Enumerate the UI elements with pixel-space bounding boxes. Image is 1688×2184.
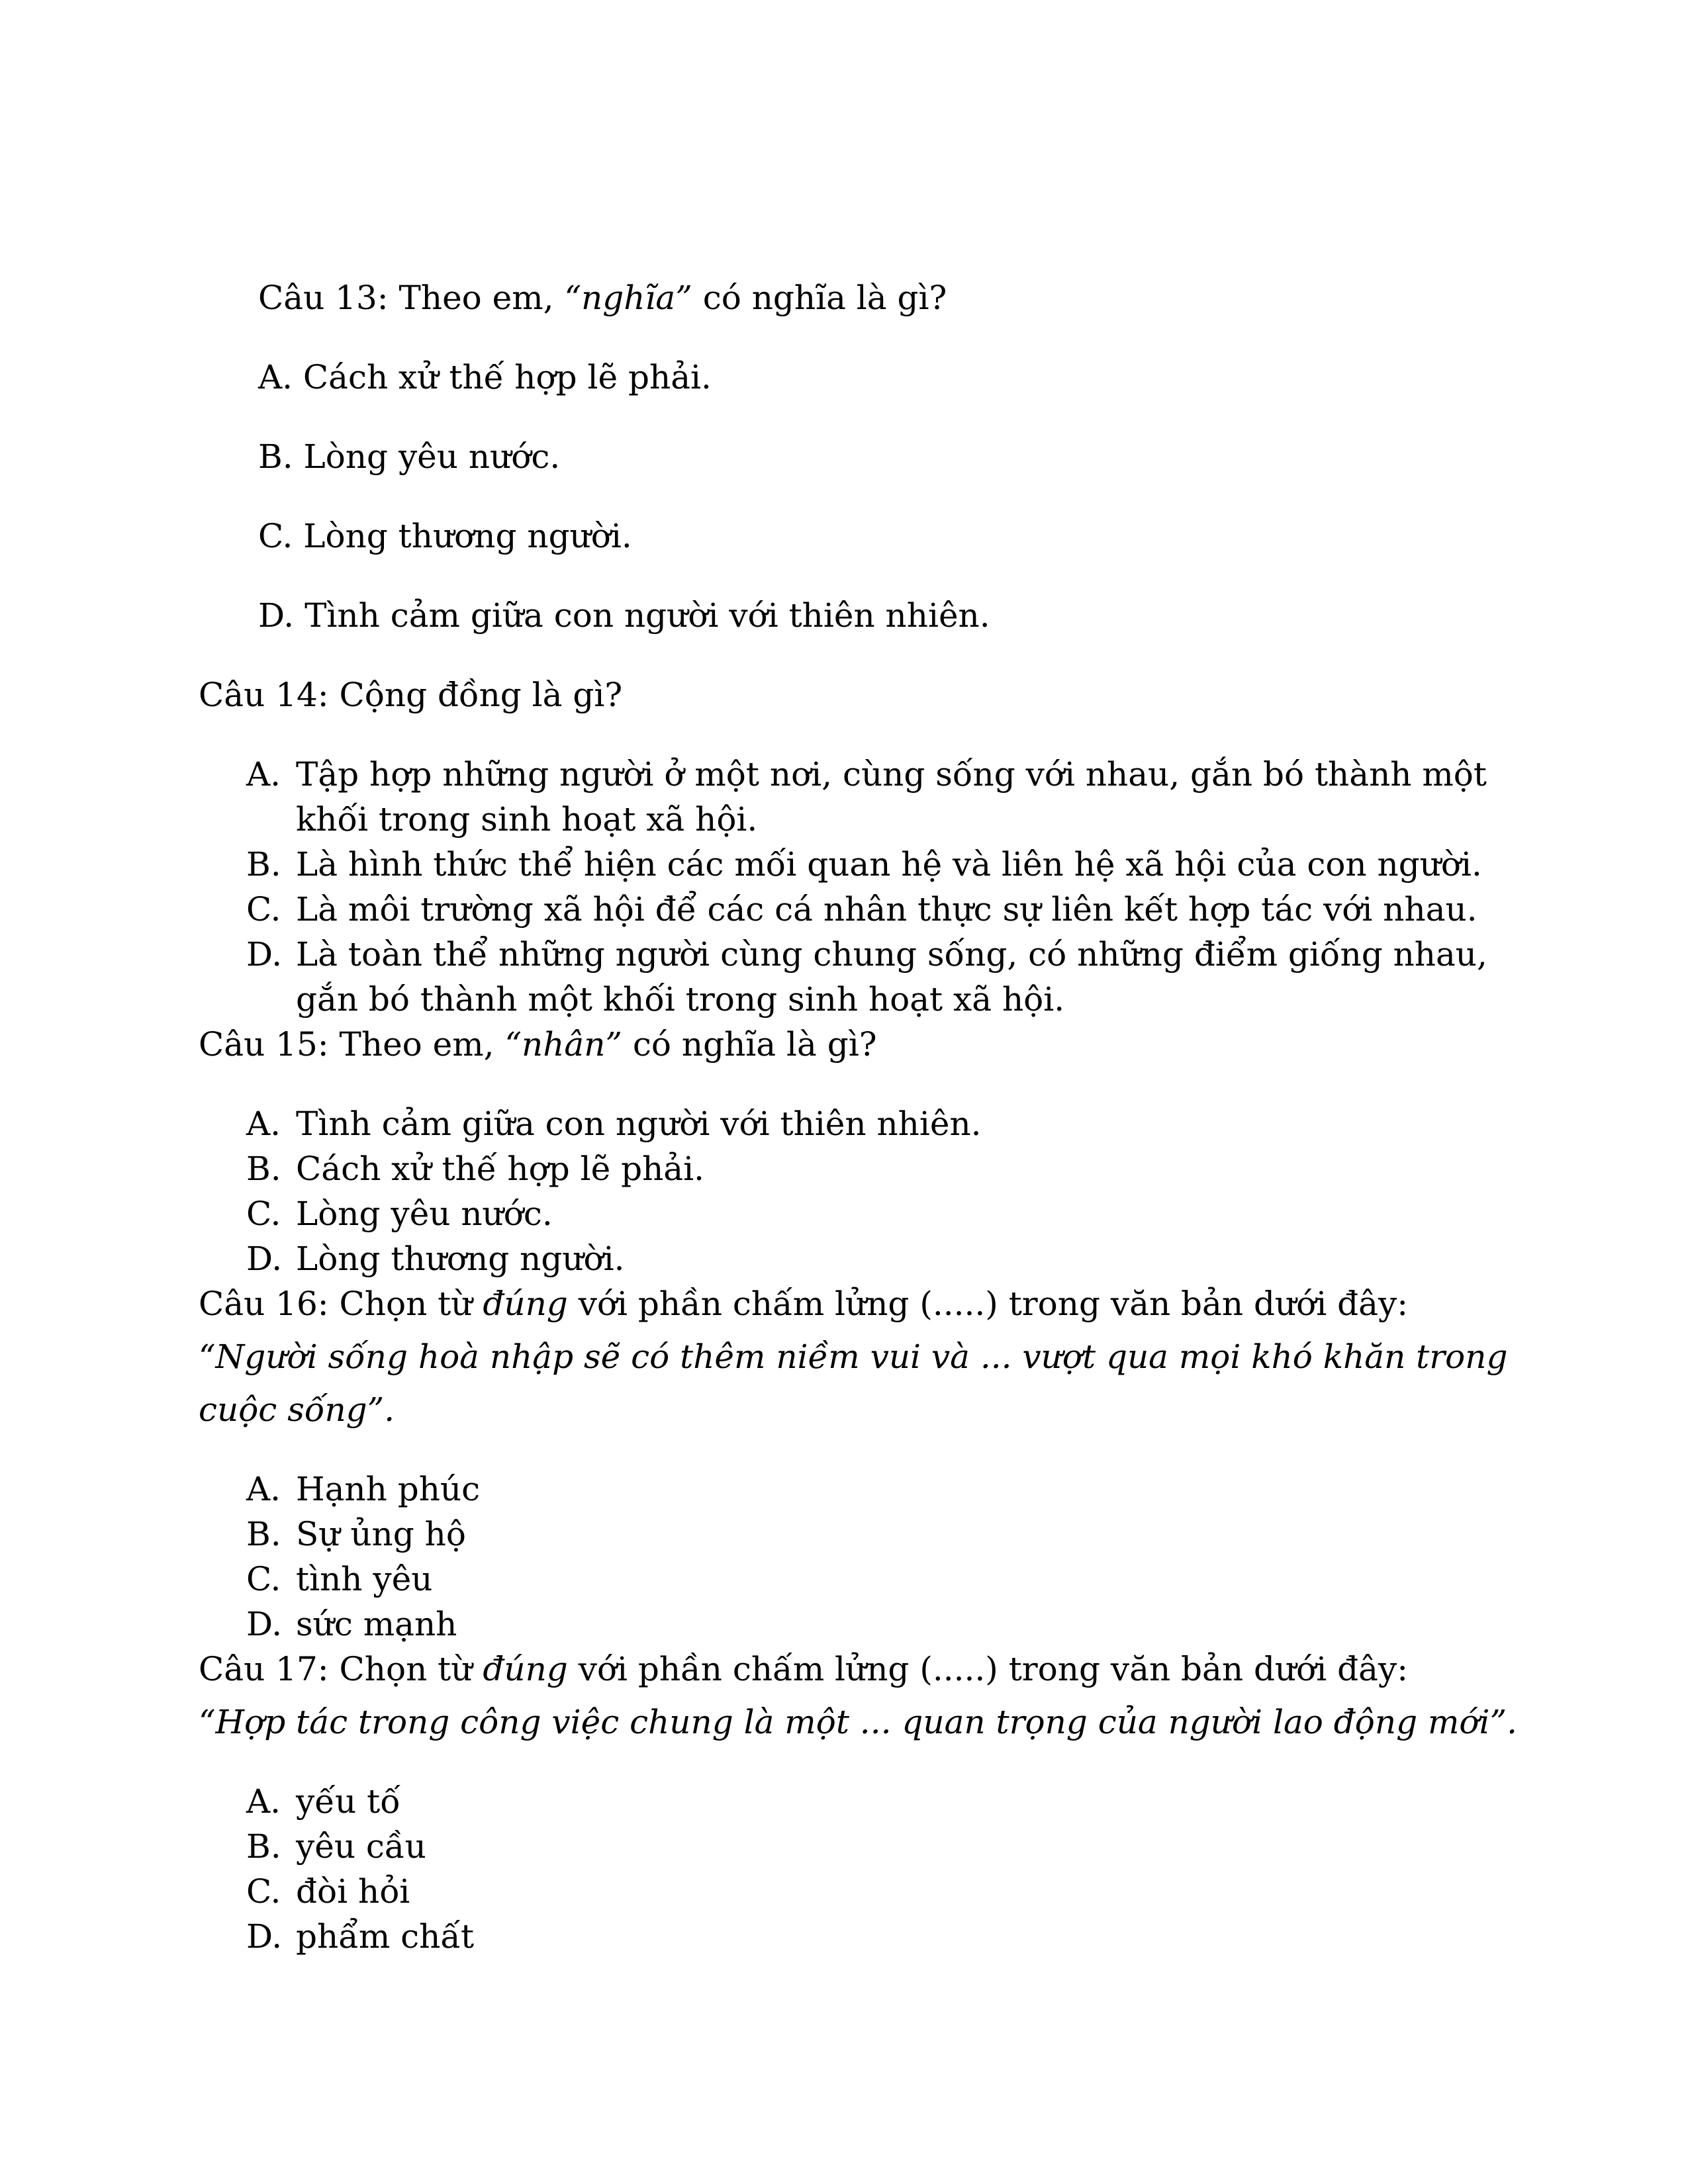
option-text: Hạnh phúc [296,1470,481,1508]
option-letter: D. [246,935,283,974]
question-13-term: “nghĩa” [564,279,692,317]
question-13-rest: có nghĩa là gì? [692,279,947,317]
option-text: Tình cảm giữa con người với thiên nhiên. [296,1105,982,1143]
question-14-title: Câu 14: Cộng đồng là gì? [199,676,623,714]
question-17-label: Câu 17: Chọn từ [199,1650,483,1688]
option-letter: A. [246,1470,281,1508]
option-letter: A. [246,1105,281,1143]
option-letter: B. [246,845,281,884]
option-text: yêu cầu [296,1827,426,1866]
option-letter: B. [246,1515,281,1553]
option-letter: A. [246,755,281,794]
option-text: Cách xử thế hợp lẽ phải. [296,1150,704,1188]
question-17-title [199,1649,1408,1689]
option-text: Lòng thương người. [296,1240,625,1278]
question-17-emphasis: đúng [483,1650,568,1688]
option-letter: B. [246,1150,281,1188]
option-text: Lòng yêu nước. [296,1195,553,1233]
question-15-term: “nhân” [504,1025,622,1064]
question-16-rest: với phần chấm lửng (.....) trong văn bản dưới đây: [567,1285,1409,1323]
option-text: tình yêu [296,1560,433,1598]
option-text-continued: gắn bó thành một khối trong sinh hoạt xã hội. [296,980,1065,1019]
question-16-emphasis: đúng [483,1285,568,1323]
option-text: sức mạnh [296,1605,457,1643]
question-15-label: Câu 15: Theo em, [199,1025,505,1064]
option-letter: C. [246,1872,281,1911]
question-16-label: Câu 16: Chọn từ [199,1285,483,1323]
option-letter: C. [246,1560,281,1598]
option-text: Là hình thức thể hiện các mối quan hệ và liên hệ xã hội của con người. [296,845,1482,884]
question-15-title [199,1024,877,1064]
option-text: yếu tố [296,1782,400,1821]
option-letter: A. [246,1782,281,1821]
question-13-option-a: A. Cách xử thế hợp lẽ phải. [258,358,712,396]
question-13-label: Câu 13: Theo em, [258,279,565,317]
question-17-rest: với phần chấm lửng (.....) trong văn bản dưới đây: [567,1650,1409,1688]
option-text: Tập hợp những người ở một nơi, cùng sống với nhau, gắn bó thành một [296,755,1487,794]
question-13-option-d: D. Tình cảm giữa con người với thiên nhiên. [258,596,990,635]
option-text: Là toàn thể những người cùng chung sống, có những điểm giống nhau, [296,935,1487,974]
option-text: phẩm chất [296,1917,475,1956]
option-text: Là môi trường xã hội để các cá nhân thực sự liên kết hợp tác với nhau. [296,890,1477,929]
option-text: Sự ủng hộ [296,1515,466,1553]
option-letter: C. [246,1195,281,1233]
option-text-continued: khối trong sinh hoạt xã hội. [296,800,758,839]
option-letter: B. [246,1827,281,1866]
option-letter: D. [246,1917,283,1956]
question-16-title [199,1284,1408,1324]
question-16-quote-line-2: cuộc sống”. [199,1390,395,1429]
option-letter: C. [246,890,281,929]
question-16-quote-line-1: “Người sống hoà nhập sẽ có thêm niềm vui và ... vượt qua mọi khó khăn trong [199,1338,1508,1376]
question-13-option-c: C. Lòng thương người. [258,517,632,555]
option-letter: D. [246,1240,283,1278]
question-17-quote-line-1: “Hợp tác trong công việc chung là một ... quan trọng của người lao động mới”. [199,1703,1517,1741]
question-15-rest: có nghĩa là gì? [622,1025,877,1064]
question-13-title [258,278,947,318]
question-13-option-b: B. Lòng yêu nước. [258,437,561,476]
option-letter: D. [246,1605,283,1643]
option-text: đòi hỏi [296,1872,410,1911]
